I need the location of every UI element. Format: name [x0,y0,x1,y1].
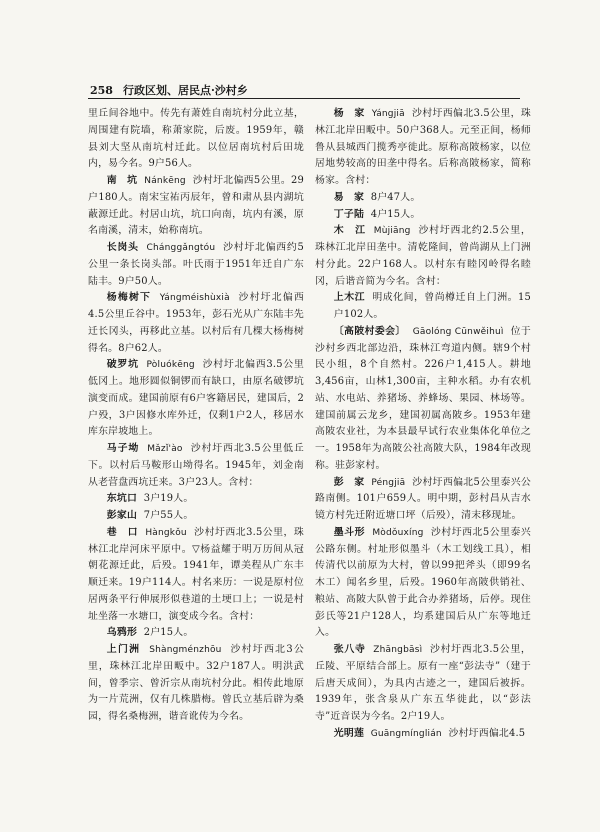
sub-entry-name: 上木江 [333,292,366,304]
entry-text: 沙村圩西北3.5公里，丘陵、平原结合部上。原有一座“彭法寺”（建于后唐天成间），为具内古迹之一，建国后被拆。1939年，张含泉从广东五华徙此，以“彭法寺”近音误为今名。2户19人。 [315,644,531,722]
place-entry [315,726,531,743]
entry-text: 沙村圩西偏北5公里泰兴公路南侧。101户659人。明中期，彭村昌从吉水镜方村先迁附近塘口坪（后殁），清末移现址。 [315,476,531,521]
entry-text: 沙村圩西北5公里泰兴公路东侧。村址形似墨斗（木工划线工具），相传清代以前原为大村，曾以99把斧头（即99名木工）闻名乡里，后殁。1960年高陂供销社、粮站、高陂大队曾于此合办养猪场，后停。现住彭氏等21户128人，均系建国后从广东等地迁入。 [315,526,531,639]
sub-entry-name: 东坑口 [106,493,138,505]
entry-pinyin: Chánggǎngtóu [146,243,216,253]
entry-pinyin: Hàngkǒu [145,527,187,538]
entry-pinyin: Yángméishùxià [159,293,230,304]
place-entry [88,357,304,441]
place-entry [88,441,304,491]
place-entry [88,173,304,240]
entry-name: 杨 家 [333,108,365,119]
entry-text: 位于沙村乡西北部边沿，珠林江弯道内侧。辖9个村民小组，8个自然村。226户1,415人。耕地3,456亩，山林1,300亩，主种水稻。办有农机站、水电站、养猪场、养蜂场、果园、林场等。建国前属云龙乡，建国初属高陂乡。1953年建高陂农业社，为本县最早试行农业集体化单位之一。1958年为高陂公社高陂大队，1984年改现称。驻彭家村。 [315,325,531,471]
place-entry [315,525,531,642]
entry-pinyin: Shàngménzhōu [149,645,222,655]
sub-entry-text: 2户15人。 [143,627,194,639]
entry-text: 沙村圩西北约2.5公里，珠林江北岸田垄中。清乾隆间，曾尚湖从上门洲村分此。22户168人。以村东有睦冈岭得名睦冈，后谐音简为今名。含村： [315,225,531,287]
entry-name: 破罗坑 [106,359,139,371]
sub-entry [88,508,304,525]
running-header [90,82,520,98]
sub-entry [88,625,304,642]
place-entry [88,290,304,357]
page-number: 258 [90,84,113,97]
sub-entry [315,290,531,324]
entry-name: 〔高陂村委会〕 [333,325,406,337]
entry-name: 彭 家 [333,476,365,488]
entry-text: 沙村圩西北3.5公里低丘下。以村后马鞍形山坳得名。1945年，刘金南从老营盘西坑迁来。3户23人。含村： [88,443,305,488]
entry-text: 沙村圩北偏西5公里。29户180人。南宋宝祐丙辰年，曾和肃从县内湖坑蔽源迁此。村居山坑，坑口向南，坑内有溪，原名南溪，清末，始称南坑。 [88,175,304,237]
sub-entry-name: 丁子陆 [333,208,365,220]
sub-entry-text: 4户15人。 [370,208,421,220]
place-entry [315,324,531,475]
place-entry [315,223,531,290]
entry-text: 沙村圩西北3公里，珠林江北岸田畈中。32户187人。明洪武间，曾季宗、曾沂宗从南坑村分此。相传此地原为一片荒洲，仅有几株腊梅。曾氏立基后辟为桑园，得名桑梅洲，谐音讹传为今名。 [88,644,304,722]
entry-name: 杨梅树下 [106,292,152,304]
entry-pinyin: Nánkēng [144,176,186,186]
entry-pinyin: Guāngmínglián [370,728,442,739]
sub-entry-text: 8户47人。 [370,191,421,203]
entry-name: 上门洲 [106,644,141,655]
entry-text: 沙村圩北偏西约5公里一条长岗头部。叶氏雨于1951年迁自广东陆丰。9户50人。 [88,242,305,287]
entry-pinyin: Péngjiā [371,477,406,488]
entry-text: 沙村圩西北3.5公里，珠林江北岸河床平原中。▽杨益耀于明万历间从冠朝花源迁此，后殁。1941年，谭美程从广东丰顺迁来。19户114人。村名来历：一说是原村位居两条平行伸展形似巷道的土埂口上；一说是村址坐落一水塘口，演变成今名。含村： [88,526,305,622]
entry-name: 墨斗形 [333,526,365,538]
sub-entry-name: 易 家 [333,191,365,203]
entry-pinyin: Mùjiāng [373,226,411,237]
place-entry [315,475,531,525]
right-column [315,106,531,743]
entry-pinyin: Mǎzǐ'ào [147,444,183,454]
entry-name: 巷 口 [106,526,138,538]
sub-entry-name: 乌鸦形 [106,627,138,639]
entry-name: 张八寺 [333,644,366,655]
sub-entry-text: 明成化间，曾尚樽迁自上门洲。15户102人。 [333,292,531,320]
sub-entry [315,207,531,224]
paragraph: 里丘间谷地中。传先有萧姓自南坑村分此立基，周围建有院墙，称萧家院，后废。1959年，赣县刘大坚从南坑村迁此。以位居南坑村后田垅内，易今名。9户56人。 [88,108,304,170]
entry-text: 沙村圩西偏北4.5 [448,727,526,739]
entry-name: 光明莲 [333,727,365,739]
sub-entry-name: 彭家山 [106,510,138,521]
entry-pinyin: Yángjiā [371,109,405,119]
sub-entry [315,190,531,207]
entry-text: 沙村圩北偏西4.5公里丘谷中。1953年，彭石光从广东陆丰先迁长冈头，再移此立基。以村后有几棵大杨梅树得名。8户62人。 [88,292,304,354]
place-entry [88,525,304,626]
header-rule [88,98,520,99]
sub-entry-text: 7户55人。 [143,510,194,521]
left-column [88,106,304,726]
place-entry [88,642,304,726]
entry-name: 南 坑 [106,175,138,186]
header-title: 行政区划、居民点·沙村乡 [122,84,248,97]
entry-name: 长岗头 [106,242,139,253]
sub-entry [88,491,304,508]
entry-pinyin: Pòluókēng [146,360,195,371]
entry-pinyin: Mòdǒuxíng [372,527,424,538]
entry-text: 沙村圩西偏北3.5公里，珠林江北岸田畈中。50户368人。元至正间，杨师鲁从县城西门揽秀亭徙此。原称高陂杨家，以位居地势较高的田垄中得名。后称高陂杨家，简称杨家。含村： [315,108,532,186]
entry-pinyin: Gāolóng Cūnwěihuì [412,326,504,337]
place-entry [315,642,531,726]
entry-text: 沙村圩北偏西3.5公里低冈上。地形圆似铜锣而有缺口，由原名破锣坑演变而成。建国前原有6户客籍居民，建国后，2户殁，3户因修水库外迁，仅剩1户2人，移居水库东岸坡地上。 [88,359,304,438]
entry-name: 马子坳 [106,443,140,454]
entry-name: 木 江 [333,225,366,237]
sub-entry-text: 3户19人。 [143,493,194,505]
place-entry [88,240,304,290]
place-entry [315,106,531,190]
entry-pinyin: Zhāngbāsì [373,645,423,655]
